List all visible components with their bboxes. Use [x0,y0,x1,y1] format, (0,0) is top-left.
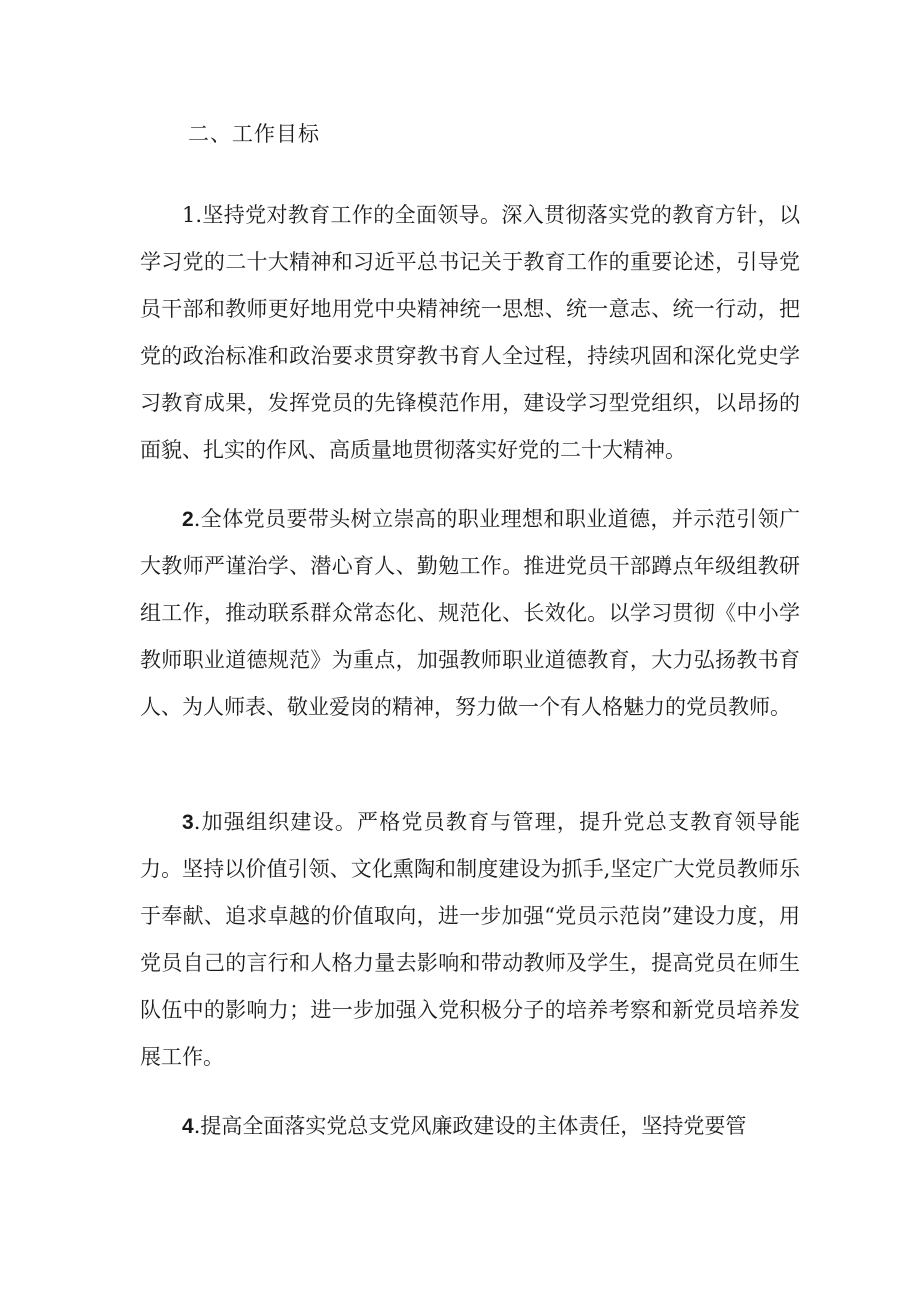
paragraph-1-text: 坚持党对教育工作的全面领导。深入贯彻落实党的教育方针，以学习党的二十大精神和习近平总书记关于教育工作的重要论述，引导党员干部和教师更好地用党中央精神统一思想、统一意志、统一行动，把党的政治标准和政治要求贯穿教书育人全过程，持续巩固和深化党史学习教育成果，发挥党员的先锋模范作用，建设学习型党组织，以昂扬的面貌、扎实的作风、高质量地贯彻落实好党的二十大精神。 [140,203,800,462]
paragraph-4 [140,1103,800,1150]
paragraph-4-number: 4 [182,1115,194,1138]
paragraph-1-number: 1. [182,203,203,227]
paragraph-3 [140,799,800,1081]
paragraph-1 [140,192,800,474]
paragraph-3-text: .加强组织建设。严格党员教育与管理，提升党总支教育领导能力。坚持以价值引领、文化熏陶和制度建设为抓手,坚定广大党员教师乐于奉献、追求卓越的价值取向，进一步加强“党员示范岗”建设力度，用党员自己的言行和人格力量去影响和带动教师及学生，提高党员在师生队伍中的影响力；进一步加强入党积极分子的培养考察和新党员培养发展工作。 [140,810,800,1069]
section-heading: 二、工作目标 [188,122,320,146]
paragraph-2 [140,496,800,731]
paragraph-2-number: 2 [182,508,194,531]
paragraph-4-text: .提高全面落实党总支党风廉政建设的主体责任，坚持党要管 [193,1114,747,1138]
paragraph-2-text: .全体党员要带头树立崇高的职业理想和职业道德，并示范引领广大教师严谨治学、潜心育人、勤勉工作。推进党员干部蹲点年级组教研组工作，推动联系群众常态化、规范化、长效化。以学习贯彻《中小学教师职业道德规范》为重点，加强教师职业道德教育，大力弘扬教书育人、为人师表、敬业爱岗的精神，努力做一个有人格魅力的党员教师。 [140,507,800,719]
paragraph-3-number: 3 [182,811,194,834]
